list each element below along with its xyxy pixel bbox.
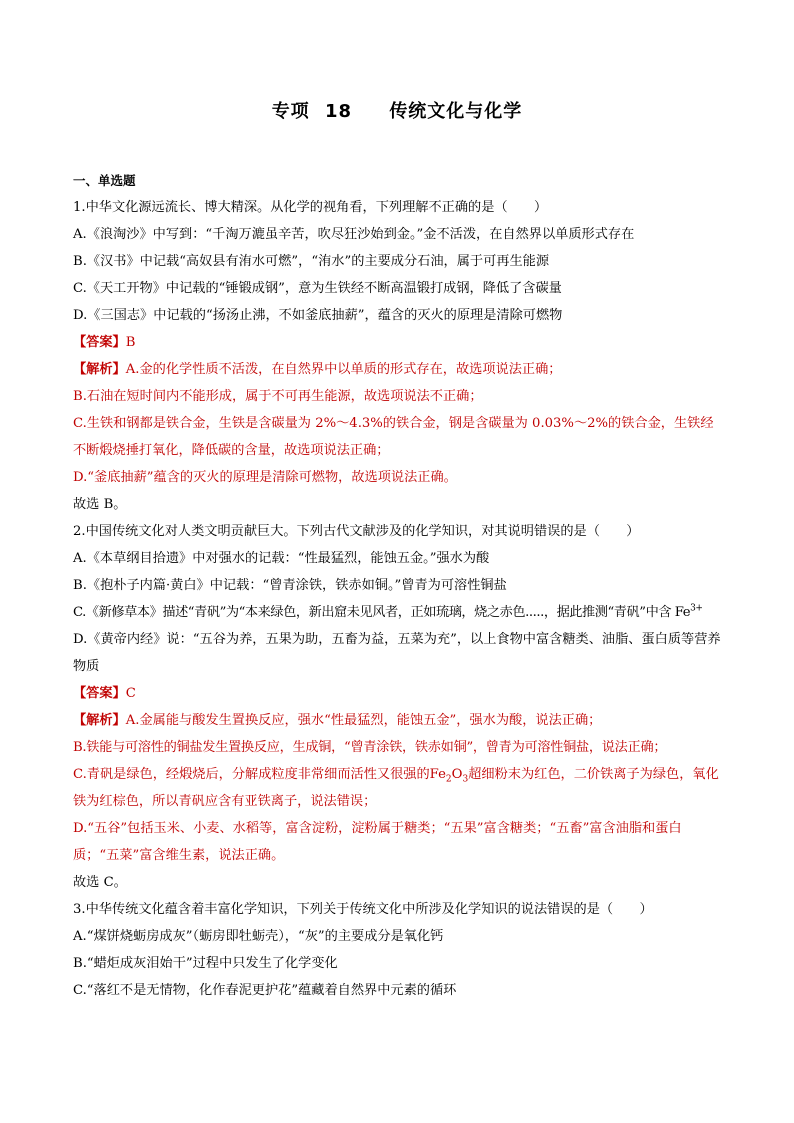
q1-analysis-text-1: A.金的化学性质不活泼，在自然界中以单质的形式存在，故选项说法正确； bbox=[125, 362, 562, 377]
q3-option-a: A.“煤饼烧蛎房成灰”（蛎房即牡蛎壳），“灰”的主要成分是氧化钙 bbox=[73, 929, 444, 944]
q3-option-b: B.“蜡炬成灰泪始干”过程中只发生了化学变化 bbox=[73, 956, 338, 971]
q2-analysis-2: B.铁能与可溶性的铜盐发生置换反应，生成铜，“曾青涂铁，铁赤如铜”，曾青为可溶性铜盐，说法正确； bbox=[73, 740, 667, 755]
q1-analysis-3: C.生铁和钢都是铁合金，生铁是含碳量为 2%～4.3%的铁合金，钢是含碳量为 0.03%～2%的铁合金，生铁经不断煅烧捶打氧化，降低碳的含量，故选项说法正确； bbox=[73, 416, 714, 458]
q2-stem: 2.中国传统文化对人类文明贡献巨大。下列古代文献涉及的化学知识，对其说明错误的是（ ） bbox=[73, 524, 640, 539]
q2-answer-tag: 【答案】 bbox=[73, 686, 126, 701]
q2-conclusion: 故选 C。 bbox=[73, 875, 127, 890]
q2-analysis-3-post: 超细粉末为红色，二价铁离子为绿色，氧化铁为红棕色，所以青矾应含有亚铁离子，说法错误； bbox=[73, 767, 719, 809]
title-prefix: 专项 bbox=[271, 101, 310, 122]
q1-option-d: D.《三国志》中记载的“扬汤止沸，不如釜底抽薪”，蕴含的灭火的原理是清除可燃物 bbox=[73, 308, 563, 323]
q2-answer-value: C bbox=[125, 686, 136, 701]
page-title bbox=[0, 97, 794, 123]
q1-option-c: C.《天工开物》中记载的“锤锻成钢”，意为生铁经不断高温锻打成钢，降低了含碳量 bbox=[73, 281, 562, 296]
q2-option-a: A.《本草纲目拾遗》中对强水的记载：“性最猛烈，能蚀五金。”强水为酸 bbox=[73, 551, 490, 566]
q2-formula-sub-2: 3 bbox=[462, 774, 469, 785]
q2-answer bbox=[73, 680, 723, 707]
q1-stem: 1.中华文化源远流长、博大精深。从化学的视角看，下列理解不正确的是（ ） bbox=[73, 200, 548, 215]
q2-option-b: B.《抱朴子内篇·黄白》中记载：“曾青涂铁，铁赤如铜。”曾青为可溶性铜盐 bbox=[73, 578, 507, 593]
title-name: 传统文化与化学 bbox=[389, 101, 523, 122]
document-body bbox=[73, 167, 723, 1004]
q2-analysis-3-pre: C.青矾是绿色，经煅烧后，分解成粒度非常细而活性又很强的Fe bbox=[73, 767, 446, 782]
q2-formula-o: O bbox=[451, 767, 463, 782]
section-heading: 一、单选题 bbox=[73, 173, 136, 188]
q3-stem: 3.中华传统文化蕴含着丰富化学知识，下列关于传统文化中所涉及化学知识的说法错误的是（ ） bbox=[73, 902, 653, 917]
q2-option-c bbox=[73, 599, 723, 626]
q2-analysis-text-1: A.金属能与酸发生置换反应，强水“性最猛烈，能蚀五金”，强水为酸，说法正确； bbox=[125, 713, 602, 728]
q2-formula-sub-1: 2 bbox=[445, 774, 452, 785]
q1-answer bbox=[73, 329, 723, 356]
title-number: 18 bbox=[324, 101, 353, 122]
q2-option-d: D.《黄帝内经》说：“五谷为养，五果为助，五畜为益，五菜为充”，以上食物中富含糖类、油脂、蛋白质等营养物质 bbox=[73, 632, 721, 674]
q2-analysis-3 bbox=[73, 761, 723, 815]
q1-conclusion: 故选 B。 bbox=[73, 497, 127, 512]
q1-analysis-1 bbox=[73, 356, 723, 383]
q2-option-c-charge: 3+ bbox=[690, 603, 703, 614]
q2-analysis-1 bbox=[73, 707, 723, 734]
q2-analysis-4: D.“五谷”包括玉米、小麦、水稻等，富含淀粉，淀粉属于糖类；“五果”富含糖类；“五畜”富含油脂和蛋白质；“五菜”富含维生素，说法正确。 bbox=[73, 821, 682, 863]
q1-analysis-2: B.石油在短时间内不能形成，属于不可再生能源，故选项说法不正确； bbox=[73, 389, 483, 404]
q2-option-c-text: C.《新修草本》描述“青矾”为“本来绿色，新出窟未见风者，正如琉璃，烧之赤色.....，据此推测“青矾”中含 Fe bbox=[73, 605, 691, 620]
q1-analysis-4: D.“釜底抽薪”蕴含的灭火的原理是清除可燃物，故选项说法正确。 bbox=[73, 470, 457, 485]
q2-analysis-tag: 【解析】 bbox=[73, 713, 126, 728]
q1-analysis-tag: 【解析】 bbox=[73, 362, 126, 377]
q1-answer-tag: 【答案】 bbox=[73, 335, 126, 350]
q3-option-c: C.“落红不是无情物，化作春泥更护花”蕴藏着自然界中元素的循环 bbox=[73, 983, 457, 998]
q1-option-a: A.《浪淘沙》中写到：“千淘万漉虽辛苦，吹尽狂沙始到金。”金不活泼，在自然界以单质形式存在 bbox=[73, 227, 635, 242]
q1-answer-value: B bbox=[125, 335, 136, 350]
q1-option-b: B.《汉书》中记载“高奴县有洧水可燃”，“洧水”的主要成分石油，属于可再生能源 bbox=[73, 254, 550, 269]
